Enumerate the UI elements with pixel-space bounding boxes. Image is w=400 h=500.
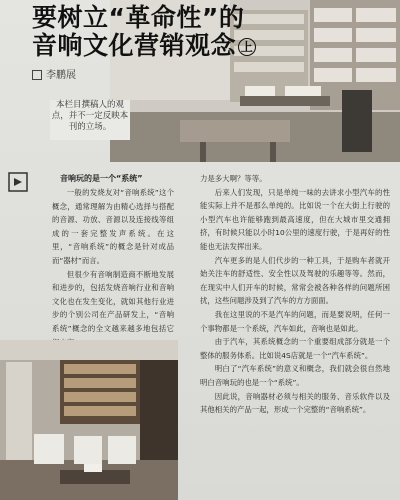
section-square-icon [8, 172, 28, 192]
living-room-photo [0, 340, 178, 500]
paragraph: 力是多大啊？等等。 [200, 174, 267, 183]
paragraph: 因此说，音响器材必须与相关的服务、音乐软件以及其他相关的产品一起，形成一个完整的“音响系统”。 [200, 391, 390, 415]
paragraph: 我在这里说的不是汽车的问题，而是要说明，任何一个事物都是一个系统，汽车如此，音响也是如此。 [200, 309, 390, 333]
title-line-1: 要树立“革命性”的 [32, 3, 245, 32]
paragraph: 汽车更多的是人们代步的一种工具，于是购车者就开始关注车的舒适性、安全性以及驾驶的乐趣等等。然而，在现实中人们开车的时候，常常会被各种各样的问题所困扰，这些问题涉及到了汽车的方方面面。 [200, 255, 390, 306]
paragraph: 明白了“汽车系统”的意义和概念，我们就会很自然地明白音响玩的也是一个“系统”。 [200, 364, 390, 387]
paragraph: 但很少有音响制造商不断地发展和进步的，包括发烧音响行业和音响文化也在发生变化，就如其他行业进步的个别公司在产品研发上，“音响系统”概念的全文越来越多地包括它 [52, 269, 174, 333]
editor-note [50, 100, 130, 140]
right-text-column [200, 172, 390, 497]
author-box-icon [32, 70, 42, 80]
author-name: 李鹏展 [46, 70, 76, 81]
author-byline [32, 66, 76, 81]
title-line-2 [32, 32, 282, 60]
paragraph: 由于汽车，其系统概念的一个重要组成部分就是一个整体的服务体系。比如说4S店就是一个“汽车系统”。 [200, 337, 390, 360]
title-line-2-text: 音响文化营销观念 [32, 31, 237, 60]
left-text-column [52, 186, 174, 336]
editor-note-text: 本栏目撰稿人的观点，并不一定反映本刊的立场。 [51, 100, 129, 132]
article-title [32, 4, 282, 60]
section-heading: 音响玩的是一个“系统” [60, 174, 143, 183]
title-part-marker: 上 [238, 38, 256, 56]
paragraph: 一般的发烧友对“音响系统”这个概念，通常理解为由精心选择与搭配的音源、功放、音源以及连接线等组成的一套完整发声系统。在这里，“音响系统”的概念是针对成品而“器材”而言。 [52, 188, 174, 265]
paragraph: 后来人们发现，只是单纯一味的去讲求小型汽车的性能实际上并不是那么单纯的。比如说一个在大街上行驶的小型汽车也许能够跑到最高速度，但在大城市里交通拥挤，有时候只能以小时10公里的速度行驶，于是再好的性能也无法发挥出来。 [200, 187, 390, 251]
